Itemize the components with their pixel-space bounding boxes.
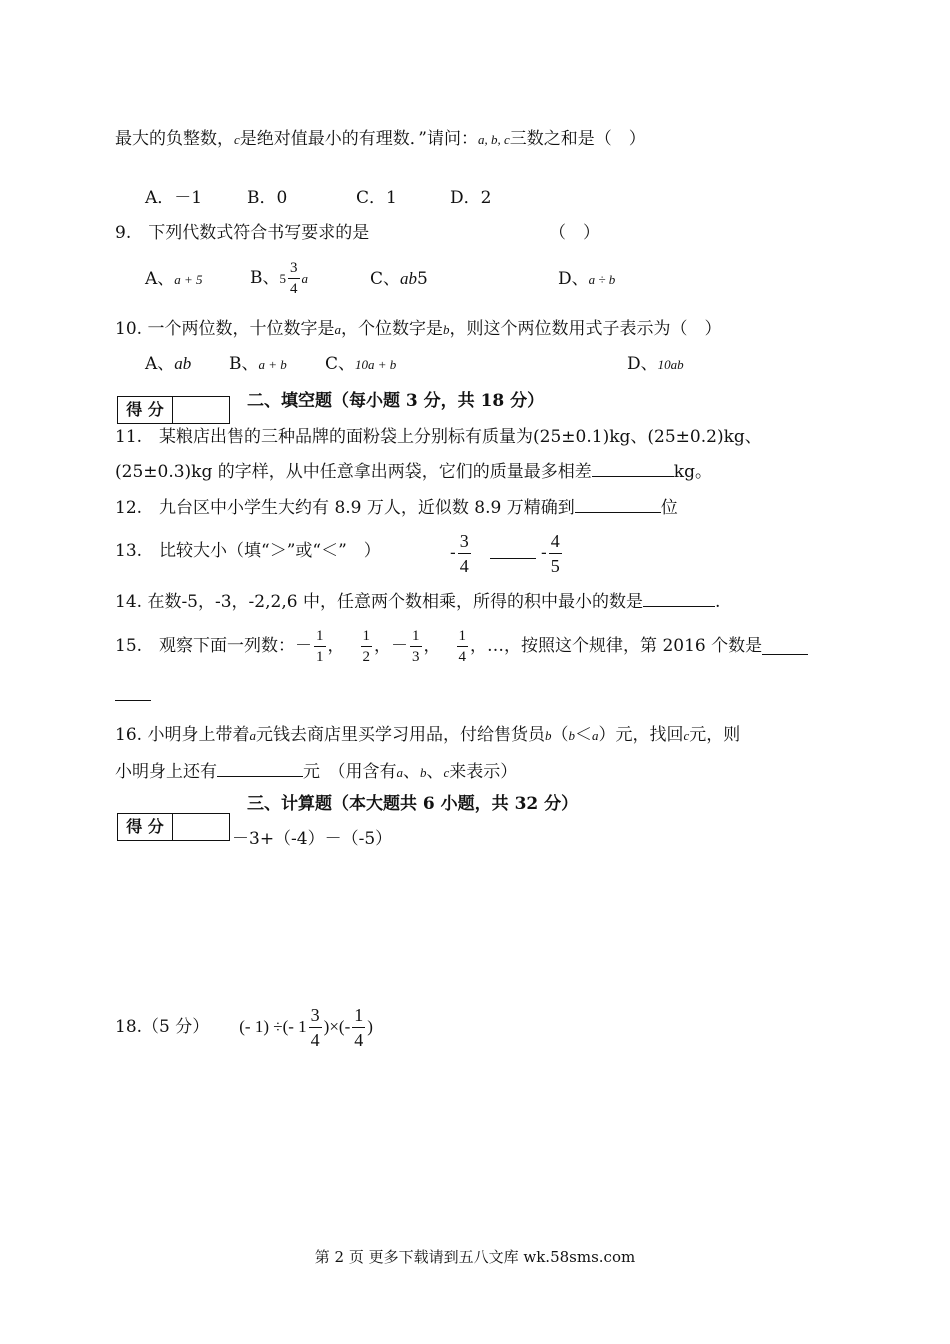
q16-line-2 (115, 760, 517, 784)
option-label: C、 (325, 354, 356, 374)
denominator: 4 (290, 281, 298, 297)
q16-text-3: （ (551, 725, 569, 745)
q8-text-1: 最大的负整数， (115, 129, 234, 149)
q18-expr-2: )×(- (323, 1017, 351, 1036)
minus-sign: - (541, 543, 547, 563)
q18-line (115, 1004, 373, 1050)
numerator: 3 (458, 530, 471, 554)
numerator: 3 (309, 1004, 322, 1028)
q14-end: . (714, 592, 721, 612)
var-a: a (334, 322, 341, 337)
var-b: b (568, 728, 575, 743)
fraction (309, 1004, 322, 1051)
var-b: b (420, 765, 427, 780)
option-label: B、 (229, 354, 259, 374)
minus-sign: - (450, 543, 456, 563)
answer-blank[interactable] (762, 638, 808, 655)
score-entry (173, 397, 229, 423)
q18-expr-3: ) (367, 1017, 373, 1036)
answer-blank[interactable] (643, 590, 715, 607)
var-c: c (443, 765, 450, 780)
denominator: 4 (459, 556, 469, 576)
q18-expr-1: (- 1) ÷(- 1 (239, 1017, 307, 1036)
q12-line (115, 496, 678, 519)
q11-text: (25±0.3)kg 的字样，从中任意拿出两袋，它们的质量最多相差 (115, 462, 592, 482)
separator: 、 (403, 762, 420, 782)
q11-line-1: 11. 某粮店出售的三种品牌的面粉袋上分别标有质量为(25±0.1)kg、(25±0.2)kg、 (115, 427, 762, 447)
section-3-title: 三、计算题（本大题共 6 小题，共 32 分） (247, 794, 579, 814)
numerator: 4 (549, 530, 562, 554)
q9-option-a (145, 268, 203, 291)
fraction (458, 530, 471, 577)
score-box (117, 813, 230, 841)
q18-label: 18.（5 分） (115, 1017, 210, 1037)
q11-unit: kg。 (673, 462, 712, 482)
score-label: 得 分 (118, 397, 173, 423)
q10-option-d (627, 353, 684, 376)
fraction (314, 627, 326, 666)
fraction (410, 627, 422, 666)
option-label: A、 (145, 269, 175, 289)
q8-option-a: A．－1 (145, 188, 203, 208)
separator: ， (423, 636, 441, 656)
q14-line (115, 590, 720, 613)
q13-fraction-2 (541, 530, 564, 577)
q10-text-1: 10. 一个两位数，十位数字是 (115, 319, 335, 339)
minus-sign: － (295, 636, 313, 656)
vars-abc: a, b, c (477, 132, 510, 147)
fraction (352, 1004, 365, 1051)
option-tail: 5 (417, 269, 428, 289)
option-expr: 10ab (657, 357, 684, 372)
q17-expression: －3+（-4）－（-5） (232, 829, 393, 849)
var-a: a (396, 765, 403, 780)
var-a: a (301, 270, 308, 286)
q10-text-3: ，则这个两位数用式子表示为（ ） (449, 319, 722, 339)
answer-blank[interactable] (490, 542, 536, 559)
option-label: A、 (145, 354, 175, 374)
separator: ， (374, 636, 392, 656)
numerator: 1 (314, 627, 326, 647)
q15-line (115, 626, 808, 666)
var-b: b (442, 322, 450, 337)
q12-text: 12. 九台区中小学生大约有 8.9 万人，近似数 8.9 万精确到 (115, 498, 575, 518)
option-label: D、 (558, 269, 589, 289)
var-c: c (234, 132, 240, 147)
numerator: 1 (352, 1004, 365, 1028)
denominator: 1 (316, 648, 324, 665)
numerator: 1 (361, 627, 373, 647)
q15-text: 15. 观察下面一列数： (115, 636, 296, 656)
option-expr: a ÷ b (588, 272, 616, 287)
mixed-number (280, 259, 309, 298)
score-box (117, 396, 230, 424)
q10-stem (115, 318, 721, 341)
score-entry (173, 814, 229, 840)
q16-text-6: 小明身上还有 (115, 762, 217, 782)
q16-text-4: ）元，找回 (598, 725, 684, 745)
answer-blank[interactable] (592, 460, 674, 477)
answer-blank[interactable] (575, 496, 661, 513)
option-label: B、 (250, 268, 280, 288)
option-expr: 10a + b (355, 357, 397, 372)
denominator: 5 (550, 556, 560, 576)
q8-option-b: B．0 (247, 188, 288, 208)
answer-blank[interactable] (217, 760, 303, 777)
q8-option-c: C．1 (356, 188, 397, 208)
fraction (288, 259, 300, 298)
q14-text: 14. 在数-5，-3，-2,2,6 中，任意两个数相乘，所得的积中最小的数是 (115, 592, 643, 612)
q16-text-2: 元钱去商店里买学习用品，付给售货员 (255, 725, 545, 745)
q8-line (115, 128, 646, 151)
fraction (549, 530, 562, 577)
q10-text-2: ，个位数字是 (340, 319, 443, 339)
var-c: c (683, 728, 690, 743)
page-footer: 第 2 页 更多下载请到五八文库 wk.58sms.com (314, 1248, 636, 1266)
section-2-title: 二、填空题（每小题 3 分，共 18 分） (247, 391, 545, 411)
option-label: D、 (627, 354, 658, 374)
q13-blank[interactable] (490, 542, 536, 565)
denominator: 4 (310, 1029, 320, 1050)
fraction (457, 627, 469, 666)
q9-option-d (558, 268, 615, 291)
q15-text-2: ，…，按照这个规律，第 2016 个数是 (470, 636, 763, 656)
numerator: 1 (457, 627, 469, 647)
option-expr: a + b (258, 357, 287, 372)
separator: ， (327, 636, 345, 656)
q16-text-1: 16. 小明身上带着 (115, 725, 250, 745)
q16-text-5: 元，则 (689, 725, 741, 745)
q13-fraction-1 (450, 530, 473, 577)
q9-paren: （ ） (549, 223, 600, 243)
denominator: 2 (362, 648, 371, 665)
q10-option-b (229, 353, 287, 376)
var-a: a (249, 728, 256, 743)
option-expr: ab (174, 354, 192, 373)
q10-option-a (145, 353, 191, 375)
answer-blank[interactable] (115, 684, 151, 701)
q9-stem: 9. 下列代数式符合书写要求的是 (115, 223, 370, 243)
q13-text: 13. 比较大小（填“＞”或“＜” ） (115, 541, 381, 561)
q12-unit: 位 (660, 498, 678, 518)
option-label: C、 (370, 269, 401, 289)
whole-part: 5 (279, 270, 286, 286)
fraction (361, 627, 373, 666)
separator: 、 (426, 762, 444, 782)
q16-text-8: 来表示） (449, 762, 518, 782)
var-a: a (591, 728, 599, 743)
q16-line-1 (115, 724, 740, 747)
minus-sign: － (391, 636, 409, 656)
numerator: 3 (288, 259, 300, 279)
q10-option-c (325, 353, 396, 376)
q8-text-3: 三数之和是（ ） (509, 129, 646, 149)
less-than: ＜ (574, 725, 592, 745)
option-expr: a + 5 (174, 272, 203, 287)
q11-line-2 (115, 460, 712, 483)
q15-blank-continued[interactable] (115, 684, 151, 707)
var-b: b (544, 728, 552, 743)
q8-text-2: 是绝对值最小的有理数．”请问： (239, 129, 478, 149)
q9-option-c (370, 268, 428, 290)
q8-option-d: D．2 (450, 188, 492, 208)
option-expr: ab (400, 269, 418, 288)
q16-text-7: 元 （用含有 (303, 762, 397, 782)
denominator: 4 (354, 1029, 364, 1050)
q9-option-b (250, 259, 308, 298)
denominator: 4 (458, 648, 467, 665)
score-label: 得 分 (118, 814, 173, 840)
denominator: 3 (412, 648, 420, 665)
numerator: 1 (410, 627, 422, 647)
